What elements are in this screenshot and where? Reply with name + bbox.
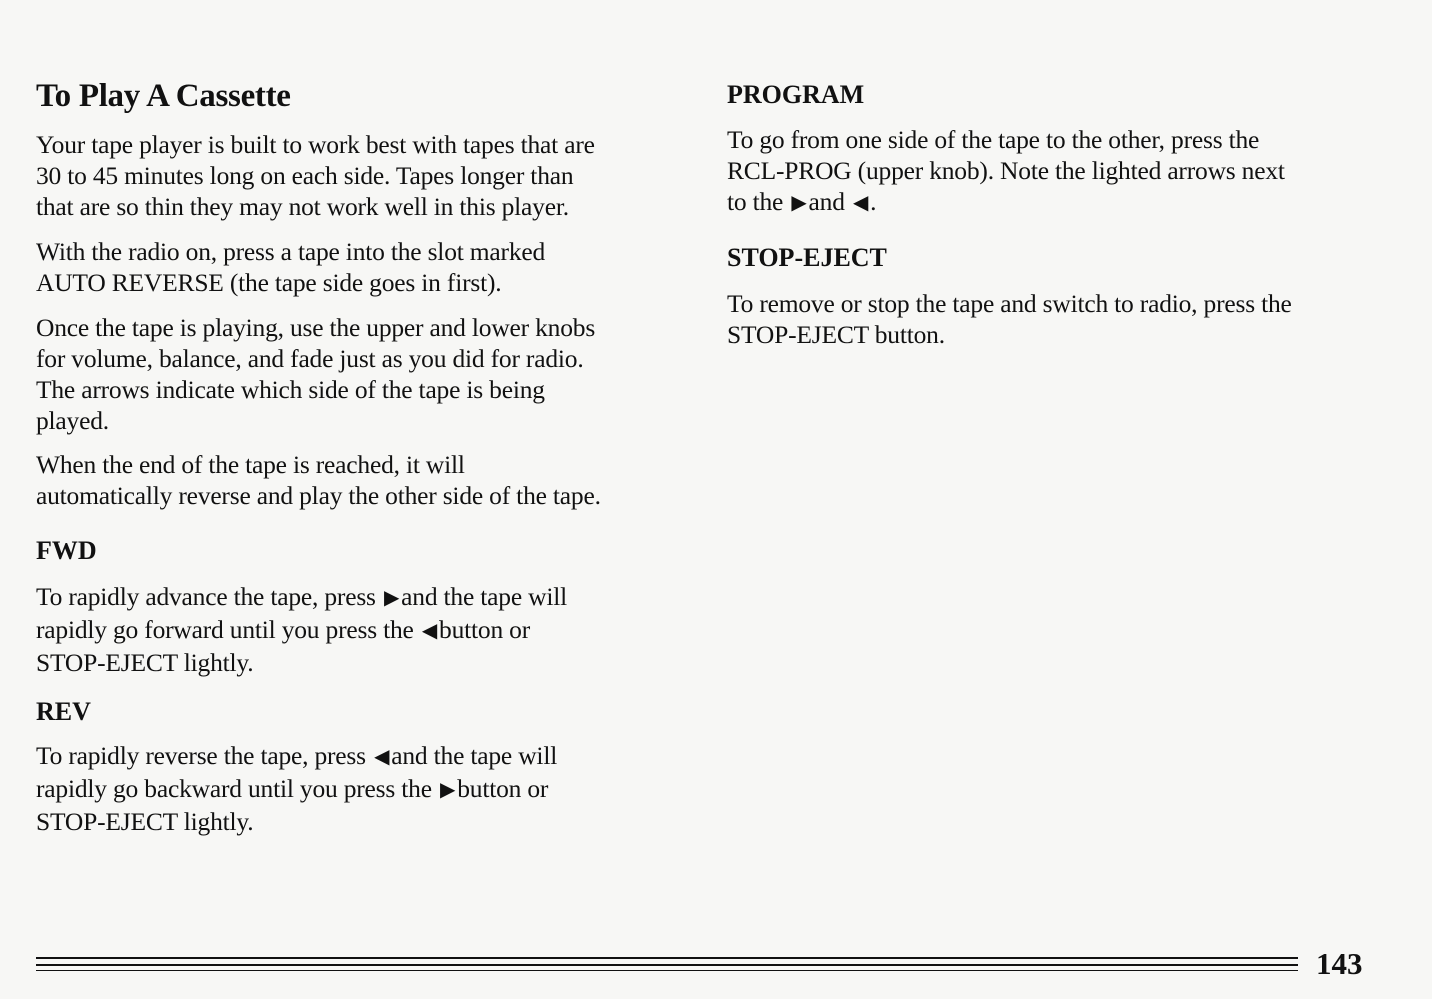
page-number: 143	[1316, 946, 1363, 981]
rev-heading: REV	[36, 697, 91, 726]
right-triangle-icon: ▶	[440, 779, 456, 801]
playing-paragraph: Once the tape is playing, use the upper and lower knobs for volume, balance, and fade just as you did for radio. The arrows indicate which side of the tape is being played.	[36, 313, 596, 435]
stop-eject-paragraph: To remove or stop the tape and switch to radio, press the STOP-EJECT button.	[727, 289, 1292, 349]
program-paragraph: To go from one side of the tape to the other, press the RCL-PROG (upper knob). Note the lighted arrows next to the ▶and ◀.	[727, 124, 1285, 219]
intro-paragraph: Your tape player is built to work best with tapes that are 30 to 45 minutes long on each side. Tapes longer than that are so thin they may not work well in this player.	[36, 130, 595, 221]
footer-rule	[36, 957, 1298, 973]
right-triangle-icon: ▶	[791, 192, 807, 214]
right-triangle-icon: ▶	[383, 587, 400, 609]
footer-rule-line-bottom	[36, 970, 1298, 971]
left-triangle-icon: ◀	[374, 746, 390, 768]
end-paragraph: When the end of the tape is reached, it will automatically reverse and play the other side of the tape.	[36, 450, 601, 510]
insert-paragraph: With the radio on, press a tape into the slot marked AUTO REVERSE (the tape side goes in first).	[36, 237, 546, 297]
section-title: To Play A Cassette	[36, 78, 291, 114]
footer-rule-line-top	[36, 957, 1298, 959]
left-triangle-icon: ◀	[421, 620, 438, 642]
fwd-paragraph: To rapidly advance the tape, press ▶and the tape will rapidly go forward until you press the ◀button or STOP-EJECT lightly.	[36, 582, 567, 677]
footer-rule-line-middle	[36, 964, 1298, 966]
fwd-heading: FWD	[36, 536, 97, 565]
stop-eject-heading: STOP-EJECT	[727, 243, 887, 272]
program-heading: PROGRAM	[727, 80, 865, 109]
rev-paragraph: To rapidly reverse the tape, press ◀and the tape will rapidly go backward until you press the ▶button or STOP-EJECT lightly.	[36, 741, 558, 836]
left-triangle-icon: ◀	[852, 192, 869, 214]
